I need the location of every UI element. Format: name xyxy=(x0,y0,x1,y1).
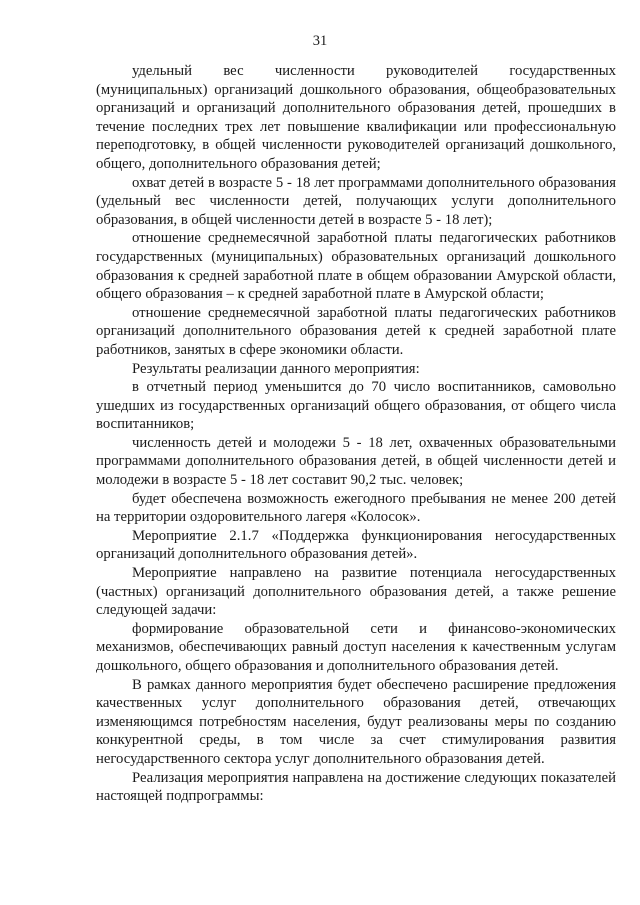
page-number: 31 xyxy=(312,33,328,49)
paragraph-measure-goal: Мероприятие направлено на развитие потенциала негосударственных (частных) организаций дополнительного образования детей, а также решение следующей задачи: xyxy=(96,565,616,619)
paragraph-children-coverage: охват детей в возрасте 5 - 18 лет программами дополнительного образования (удельный вес численности детей, получающих услуги дополнительного образования, в общей численности детей в возрасте 5 - 18 лет); xyxy=(96,174,616,228)
paragraph-measure-scope: В рамках данного мероприятия будет обеспечено расширение предложения качественных услуг дополнительного образования детей, отвечающих изменяющимся потребностям населения, будут реализованы меры по созданию конкурентной среды, в том числе за счет стимулирования развития негосударственного сектора услуг дополнительного образования детей. xyxy=(96,676,616,767)
paragraph-result-youth-count: численность детей и молодежи 5 - 18 лет, охваченных образовательными программами дополнительного образования детей, в общей численности детей и молодежи в возрасте 5 - 18 лет составит 90,2 тыс. человек; xyxy=(96,434,616,489)
paragraph-result-camp: будет обеспечена возможность ежегодного пребывания не менее 200 детей на территории оздоровительного лагеря «Колосок». xyxy=(96,490,616,526)
paragraph-result-pupils: в отчетный период уменьшится до 70 число воспитанников, самовольно ушедших из государственных организаций общего образования, от общего числа воспитанников; xyxy=(96,379,616,433)
paragraph-additional-edu-salary-ratio: отношение среднемесячной заработной платы педагогических работников организаций дополнительного образования детей к средней заработной плате работников, занятых в сфере экономики области. xyxy=(96,304,616,358)
paragraph-preschool-salary-ratio: отношение среднемесячной заработной платы педагогических работников государственных (муниципальных) образовательных организаций дошкольного образования к средней заработной плате в общем образовании Амурской области, общего образования – к средней заработной плате в Амурской области; xyxy=(96,230,616,303)
paragraph-measure-indicators: Реализация мероприятия направлена на достижение следующих показателей настоящей подпрограммы: xyxy=(96,769,616,805)
paragraph-measure-task: формирование образовательной сети и финансово-экономических механизмов, обеспечивающих равный доступ населения к качественным услугам дошкольного, общего образования и дополнительного образования детей. xyxy=(96,620,616,674)
paragraph-measure-title: Мероприятие 2.1.7 «Поддержка функционирования негосударственных организаций дополнительного образования детей». xyxy=(96,527,616,563)
paragraph-managers-share: удельный вес численности руководителей государственных (муниципальных) организаций дошкольного образования, общеобразовательных организаций и организаций дополнительного образования детей, прошедших в течение последних трех лет повышение квалификации или профессиональную переподготовку, в общей численности руководителей организаций дошкольного, общего, дополнительного образования детей; xyxy=(96,63,616,172)
document-body xyxy=(96,62,616,806)
paragraph-results-heading: Результаты реализации данного мероприятия: xyxy=(132,360,420,377)
